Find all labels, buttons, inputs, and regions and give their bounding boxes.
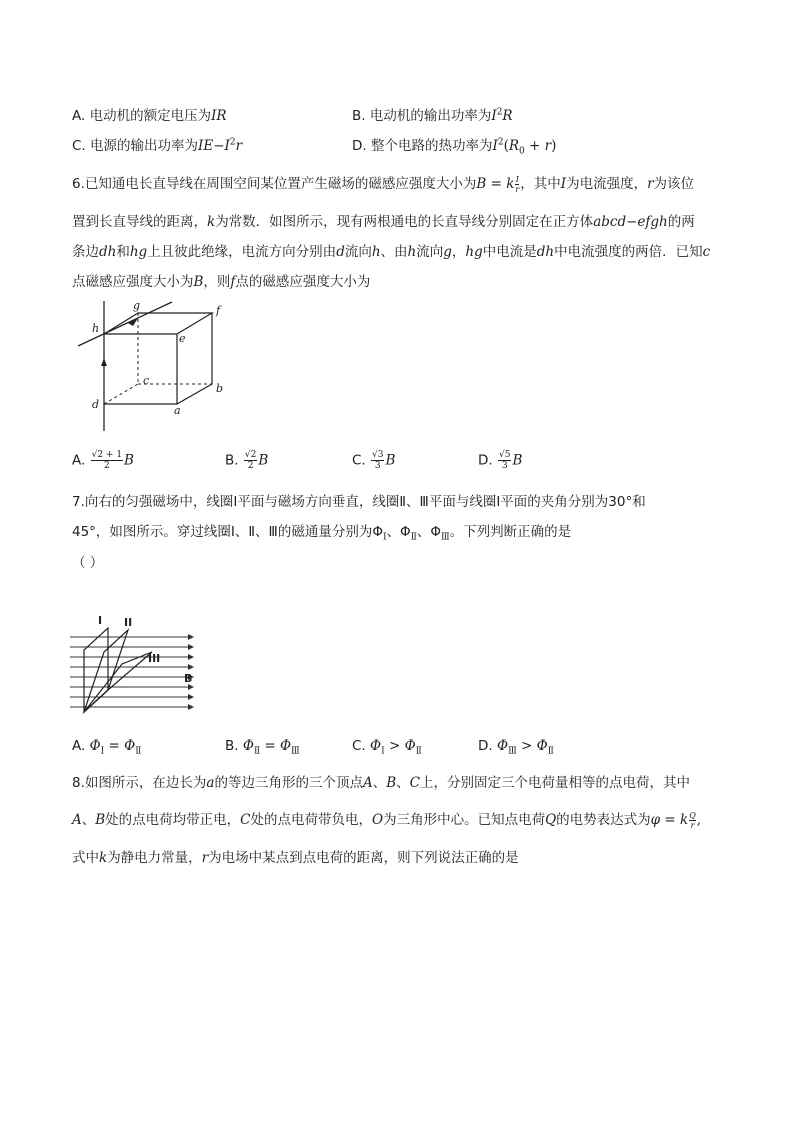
label-d: d <box>92 398 100 411</box>
cube-front-face <box>104 334 177 404</box>
label-a: a <box>174 404 181 417</box>
label-f: f <box>216 304 221 317</box>
label-b: b <box>216 382 224 395</box>
q6-option-a: A. $\frac{√2 + 1}{2}$ B <box>72 450 134 471</box>
cube-figure <box>70 296 240 436</box>
q6-option-b: B. $\frac{√2}{2}$ B <box>225 450 269 471</box>
q7-option-c: C. $\Phi_Ⅰ > \Phi_Ⅱ$ <box>352 738 422 757</box>
q5-option-a: A. 电动机的额定电压为IR <box>72 108 227 124</box>
q7-line-2: 45°，如图所示。穿过线圈Ⅰ、Ⅱ、Ⅲ的磁通量分别为$\Phi_Ⅰ$、$\Phi_Ⅱ$、$\Phi_Ⅲ$。下列判断正确的是 <box>72 524 572 543</box>
q6-line-1: 6.已知通电长直导线在周围空间某位置产生磁场的磁感应强度大小为B = k $\frac{I}{r}$ ，其中I为电流强度，r为该位 <box>72 174 695 194</box>
q5-option-b: B. 电动机的输出功率为$I^2R$ <box>352 107 513 124</box>
label-g: g <box>133 299 141 312</box>
q7-line-1: 7.向右的匀强磁场中，线圈Ⅰ平面与磁场方向垂直，线圈Ⅱ、Ⅲ平面与线圈Ⅰ平面的夹角分别为30°和 <box>72 494 646 510</box>
q5-option-d: D. 整个电路的热功率为$I^2(R_0 + r)$ <box>352 137 557 157</box>
coil-2 <box>84 630 128 712</box>
label-e: e <box>179 332 186 345</box>
label-h: h <box>92 322 100 335</box>
label-field-b: B <box>184 672 193 685</box>
q5-option-c: C. 电源的输出功率为$IE-I^2r$ <box>72 137 243 154</box>
q6-option-d: D. $\frac{√5}{3}$ B <box>478 450 523 471</box>
q7-option-b: B. $\Phi_Ⅱ = \Phi_Ⅲ$ <box>225 738 300 757</box>
label-coil-2: II <box>124 616 133 629</box>
cube-top-face <box>104 313 212 334</box>
q6-option-c: C. $\frac{√3}{3}$ B <box>352 450 396 471</box>
cube-right-face <box>177 313 212 404</box>
q7-option-d: D. $\Phi_Ⅲ > \Phi_Ⅱ$ <box>478 738 554 757</box>
q6-line-2: 置到长直导线的距离，k为常数．如图所示，现有两根通电的长直导线分别固定在正方体abcd−efgh的两 <box>72 214 695 230</box>
coils-figure <box>68 612 198 722</box>
q8-line-3: 式中k为静电力常量，r为电场中某点到点电荷的距离，则下列说法正确的是 <box>72 850 519 866</box>
q6-line-3: 条边dh和hg上且彼此绝缘，电流方向分别由d流向h、由h流向g，hg中电流是dh中电流强度的两倍．已知c <box>72 244 711 260</box>
q8-line-2: A、B处的点电荷均带正电，C处的点电荷带负电，O为三角形中心。已知点电荷Q的电势表达式为φ = k $\frac{Q}{r}$ , <box>72 810 702 830</box>
q8-line-1: 8.如图所示，在边长为a的等边三角形的三个顶点A、B、C上，分别固定三个电荷量相等的点电荷，其中 <box>72 775 690 791</box>
label-coil-1: I <box>98 614 103 627</box>
q7-answer-blank: （ ） <box>72 555 104 571</box>
label-c: c <box>143 374 150 387</box>
q7-option-a: A. $\Phi_Ⅰ = \Phi_Ⅱ$ <box>72 738 142 757</box>
hidden-edge-dc <box>104 384 138 404</box>
wire-dh-arrow <box>101 358 107 366</box>
label-coil-3: III <box>148 652 161 665</box>
q6-line-4: 点磁感应强度大小为B，则f点的磁感应强度大小为 <box>72 274 371 290</box>
